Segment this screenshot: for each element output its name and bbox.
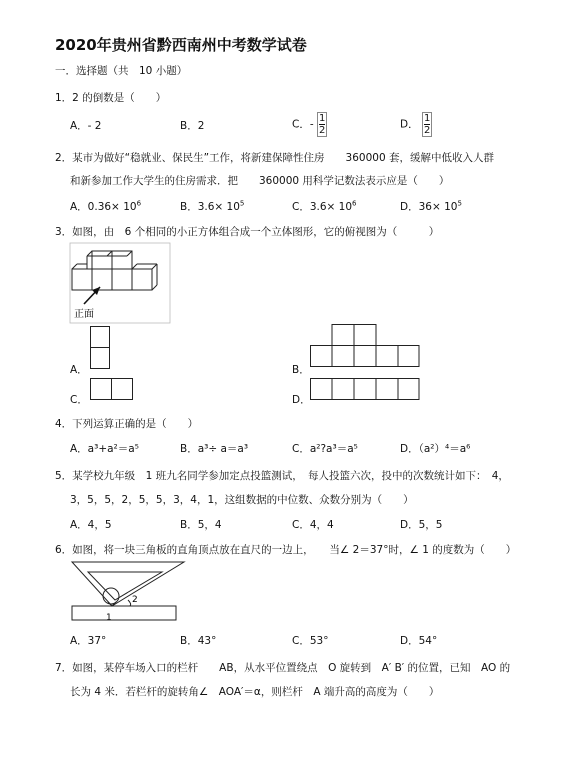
exponent: 5 — [457, 199, 462, 208]
fraction-numerator: 1 — [318, 113, 326, 124]
fraction-denominator: 2 — [318, 125, 326, 136]
q1-option-d-prefix: D． — [400, 118, 419, 131]
q6-angle-2-label: 2 — [132, 595, 138, 605]
q6-triangle-ruler-figure — [70, 560, 190, 624]
fraction — [317, 112, 327, 137]
q1-stem: 1．2 的倒数是（ ） — [55, 92, 167, 104]
q3-option-c-figure — [90, 378, 134, 400]
q4-option-a[interactable]: A．a³+a²＝a⁵ — [70, 443, 139, 455]
q6-option-d[interactable]: D．54° — [400, 635, 438, 647]
q5-stem-line2: 3，5，5，2，5，5，3，4，1，这组数据的中位数、众数分别为（ ） — [70, 494, 414, 506]
q5-stem-line1: 5．某学校九年级 1 班九名同学参加定点投篮测试， 每人投篮六次，投中的次数统计如下： 4， — [55, 470, 509, 482]
q2-option-d[interactable] — [400, 199, 462, 214]
q2-option-b[interactable] — [180, 199, 244, 214]
q4-option-b[interactable]: B．a³÷ a＝a³ — [180, 443, 249, 455]
q2-option-a[interactable] — [70, 199, 141, 214]
q3-option-a[interactable]: A． — [70, 364, 88, 376]
q5-option-c[interactable]: C．4，4 — [292, 519, 334, 531]
fraction — [422, 112, 432, 137]
q3-option-c[interactable]: C． — [70, 394, 88, 406]
q3-front-label: 正面 — [74, 309, 94, 320]
q5-option-d[interactable]: D．5，5 — [400, 519, 443, 531]
q3-option-d-figure — [310, 378, 420, 400]
q6-stem: 6．如图，将一块三角板的直角顶点放在直尺的一边上， 当∠ 2＝37°时，∠ 1 的度数为（ ） — [55, 544, 517, 556]
q3-option-a-figure — [90, 326, 110, 370]
q5-option-a[interactable]: A．4，5 — [70, 519, 112, 531]
q6-angle-1-label: 1 — [106, 613, 112, 623]
q1-option-a[interactable]: A．- 2 — [70, 120, 102, 132]
q3-stem: 3．如图，由 6 个相同的小正方体组合成一个立体图形，它的俯视图为（ ） — [55, 226, 440, 238]
fraction-numerator: 1 — [423, 113, 431, 124]
q4-option-c[interactable]: C．a²?a³＝a⁵ — [292, 443, 358, 455]
q4-stem: 4．下列运算正确的是（ ） — [55, 418, 199, 430]
q6-option-c[interactable]: C．53° — [292, 635, 329, 647]
q3-solid-figure — [70, 243, 170, 323]
q2-option-a-base: A．0.36× 10 — [70, 201, 137, 213]
q2-option-c[interactable] — [292, 199, 357, 214]
q7-stem-line1: 7．如图，某停车场入口的栏杆 AB，从水平位置绕点 O 旋转到 A′ B′ 的位置，已知 AO 的 — [55, 662, 511, 674]
section-heading: 一．选择题（共 10 小题） — [55, 65, 188, 77]
q1-option-b[interactable]: B．2 — [180, 120, 205, 132]
q3-option-b[interactable]: B． — [292, 364, 310, 376]
q2-option-c-base: C．3.6× 10 — [292, 201, 353, 213]
q4-option-d[interactable]: D．（a²）⁴＝a⁶ — [400, 443, 471, 455]
fraction-denominator: 2 — [423, 125, 431, 136]
q1-option-d[interactable] — [400, 112, 432, 137]
q2-option-d-base: D．36× 10 — [400, 201, 458, 213]
exponent: 5 — [239, 199, 245, 208]
q2-option-b-base: B．3.6× 10 — [180, 201, 240, 213]
q3-option-d[interactable]: D． — [292, 394, 311, 406]
q6-option-a[interactable]: A．37° — [70, 635, 107, 647]
q6-option-b[interactable]: B．43° — [180, 635, 217, 647]
q2-stem-line2: 和新参加工作大学生的住房需求．把 360000 用科学记数法表示应是（ ） — [70, 175, 450, 187]
q1-option-c-prefix: C．- — [292, 118, 314, 131]
q5-option-b[interactable]: B．5，4 — [180, 519, 222, 531]
q2-stem-line1: 2．某市为做好“稳就业、保民生”工作，将新建保障性住房 360000 套，缓解中低收入人群 — [55, 152, 494, 164]
q3-option-b-figure — [310, 324, 420, 368]
page-title: 2020年贵州省黔西南州中考数学试卷 — [55, 36, 307, 54]
q1-option-c[interactable] — [292, 112, 327, 137]
exponent: 6 — [352, 199, 357, 208]
exponent: 6 — [136, 199, 142, 208]
q7-stem-line2: 长为 4 米．若栏杆的旋转角∠ AOA′＝α，则栏杆 A 端升高的高度为（ ） — [70, 686, 440, 698]
